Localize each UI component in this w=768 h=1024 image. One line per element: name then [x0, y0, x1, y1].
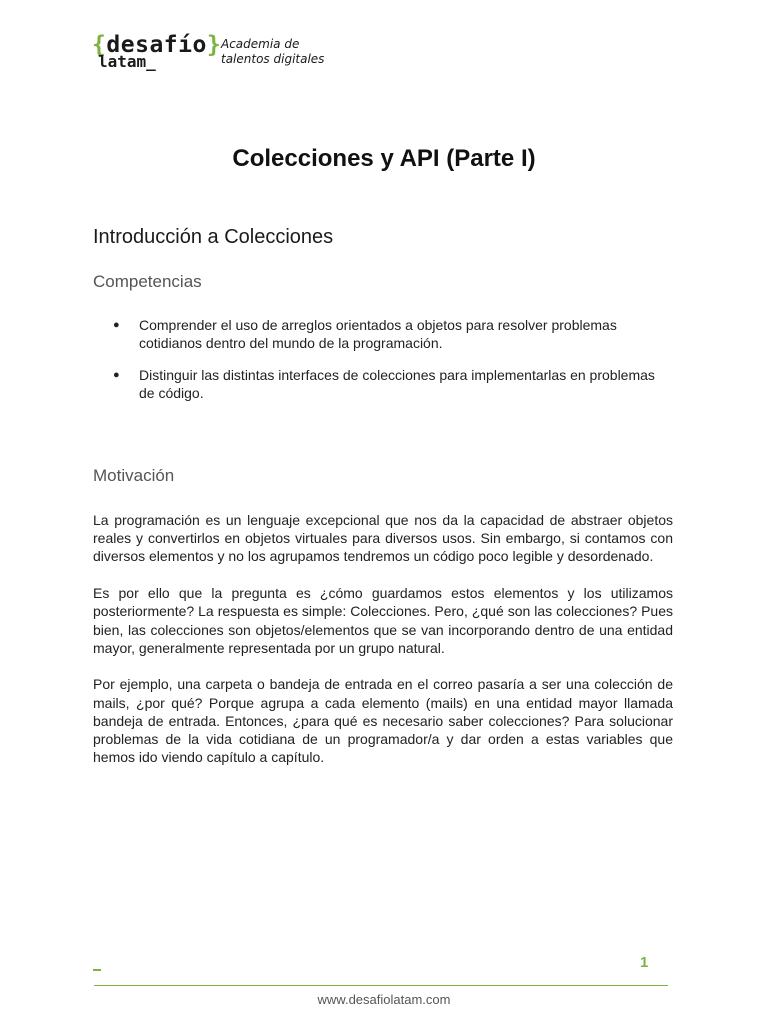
page-number: 1	[640, 954, 649, 971]
section-heading: Introducción a Colecciones	[93, 226, 334, 248]
paragraph: Por ejemplo, una carpeta o bandeja de entrada en el correo pasaría a ser una colección de mails, ¿por qué? Porque agrupa a cada elemento (mails) en una entidad mayor llamada bandeja de entrada. Entonces, ¿para qué es necesario saber colecciones? Para solucionar problemas de la vida cotidiana de un programador/a y dar orden a estas variables que hemos ido viendo capítulo a capítulo.	[93, 676, 673, 766]
motivacion-body	[93, 511, 673, 785]
motivacion-heading: Motivación	[93, 466, 175, 485]
paragraph: La programación es un lenguaje excepcional que nos da la capacidad de abstraer objetos reales y convertirlos en objetos virtuales para diversos usos. Sin embargo, si contamos con diversos elementos y no los agrupamos tendremos un código poco legible y desordenado.	[93, 512, 673, 565]
competencias-list	[93, 317, 673, 417]
logo-wordmark: {desafío}	[92, 32, 222, 58]
paragraph: Es por ello que la pregunta es ¿cómo guardamos estos elementos y los utilizamos posteriormente? La respuesta es simple: Colecciones. Pero, ¿qué son las colecciones? Pues bien, las colecciones son objetos/elementos que se van incorporando dentro de una entidad mayor, generalmente representada por un grupo natural.	[93, 585, 673, 656]
logo-tagline	[221, 37, 324, 67]
list-item	[93, 367, 673, 402]
footer-underscore-mark	[93, 969, 101, 971]
bullet-icon: ●	[113, 319, 120, 331]
logo-subword: latam_	[98, 52, 156, 71]
list-item	[93, 317, 673, 352]
footer-url: www.desafiolatam.com	[317, 992, 451, 1007]
document-title: Colecciones y API (Parte I)	[232, 145, 536, 172]
list-item-text: Distinguir las distintas interfaces de colecciones para implementarlas en problemas de código.	[139, 367, 655, 401]
competencias-heading: Competencias	[93, 272, 202, 291]
tagline-line-2: talentos digitales	[221, 52, 325, 66]
list-item-text: Comprender el uso de arreglos orientados a objetos para resolver problemas cotidianos dentro del mundo de la programación.	[139, 317, 617, 351]
tagline-line-1: Academia de	[221, 37, 300, 51]
bullet-icon: ●	[113, 369, 120, 381]
footer-divider	[94, 985, 668, 986]
